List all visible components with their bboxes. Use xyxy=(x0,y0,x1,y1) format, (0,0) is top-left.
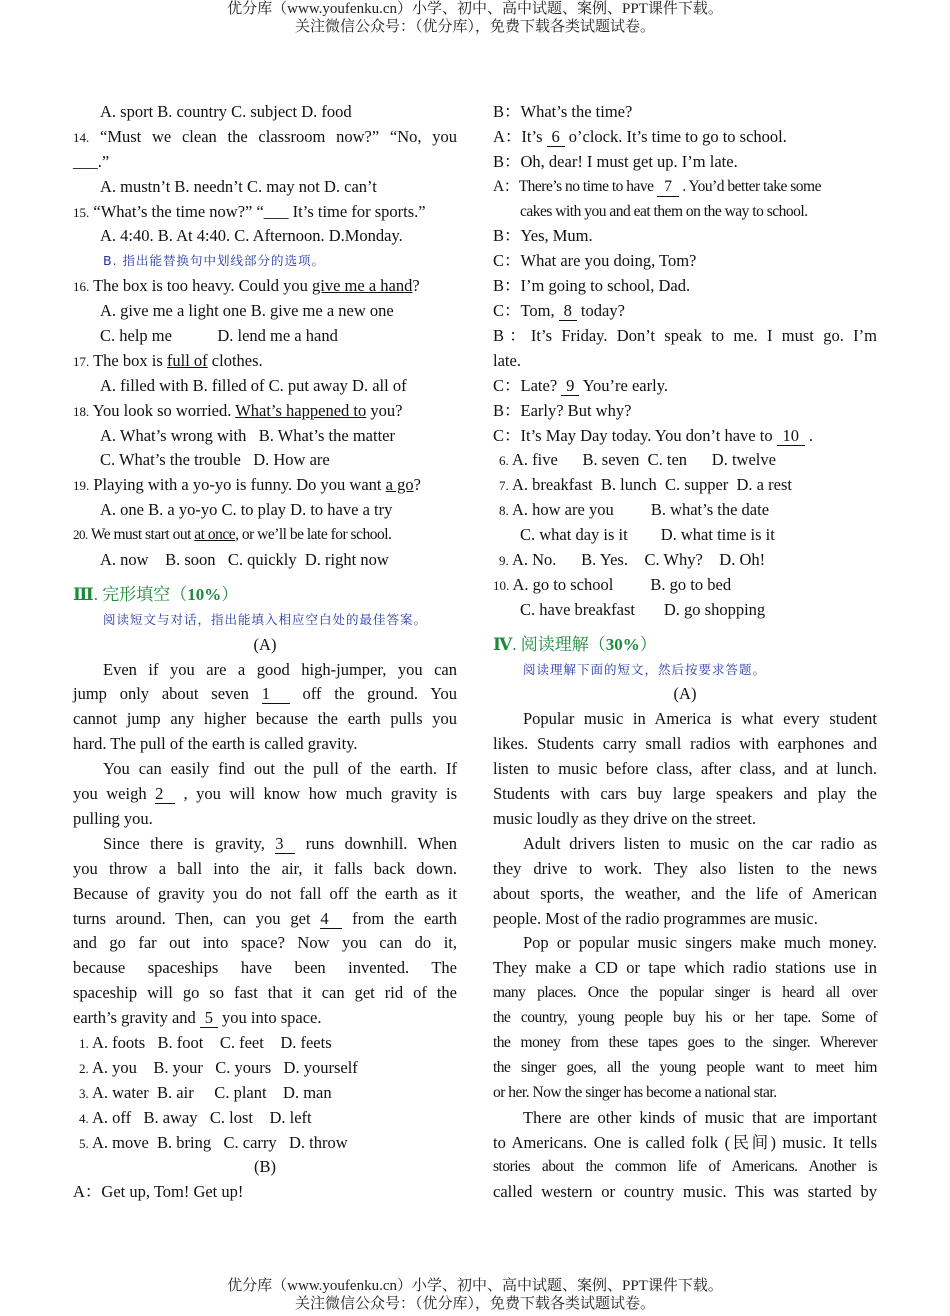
option-text: A. go to school B. go to bed xyxy=(512,574,732,594)
dialogue-line xyxy=(493,299,877,324)
text: off the ground. You xyxy=(289,684,458,704)
passage-line: Because of gravity you do not fall off the earth as it xyxy=(73,883,457,903)
blank-7: 7 xyxy=(657,178,679,197)
passage-line: pulling you. xyxy=(73,808,153,828)
option-text: A. how are you B. what’s the date xyxy=(511,500,770,520)
passage-line: or her. Now the singer has become a national star. xyxy=(493,1083,777,1101)
page-header xyxy=(0,0,950,36)
footer-line-1: 优分库（www.youfenku.cn）小学、初中、高中试题、案例、PPT课件下载。 xyxy=(227,1278,723,1294)
q13-options: A. sport B. country C. subject D. food xyxy=(100,102,352,121)
dialogue-line: B：I’m going to school, Dad. xyxy=(493,276,691,296)
text: Since there is gravity, xyxy=(103,833,276,853)
q20-end: , or we’ll be late for school. xyxy=(235,526,392,544)
passage-line xyxy=(73,832,457,857)
part-b-instruction: B. 指出能替换句中划线部分的选项。 xyxy=(103,253,326,269)
cloze-a-option-5 xyxy=(73,1131,457,1156)
text: jump only about seven xyxy=(73,684,262,704)
q19-end: ? xyxy=(413,475,421,495)
q17-options: A. filled with B. filled of C. put away D. all of xyxy=(100,375,407,395)
blank-3: 3 xyxy=(275,835,295,854)
section-3-numeral: Ⅲ xyxy=(73,584,94,604)
q18-underlined: What’s happened to xyxy=(235,400,367,420)
right-column xyxy=(493,100,877,1205)
passage-line: the money from these tapes goes to the singer. Wherever xyxy=(493,1033,877,1051)
q15-text: “What’s the time now?” “___ It’s time for sports.” xyxy=(93,201,426,221)
passage-a-label: (A) xyxy=(253,634,277,654)
reading-passage-a-label: (A) xyxy=(673,684,697,704)
blank-8: 8 xyxy=(559,302,577,321)
dialogue-line xyxy=(493,374,877,399)
q16-underlined: give me a hand xyxy=(312,276,413,296)
text: earth’s gravity and xyxy=(73,1008,200,1028)
option-text: A. No. B. Yes. C. Why? D. Oh! xyxy=(511,550,766,570)
passage-line: the country, young people buy his or her tape. Some of xyxy=(493,1009,877,1027)
q14-text: “Must we clean the classroom now?” “No, you xyxy=(100,126,458,146)
option-number: 2. xyxy=(79,1060,89,1076)
passage-line: likes. Students carry small radios with earphones and xyxy=(493,734,877,754)
cloze-b-option-10-cont: C. have breakfast D. go shopping xyxy=(520,599,766,619)
q20-number: 20. xyxy=(73,527,88,543)
q14-line xyxy=(73,125,457,150)
dialogue-line: B：Yes, Mum. xyxy=(493,226,593,246)
blank-4: 4 xyxy=(320,910,342,929)
q19-options: A. one B. a yo-yo C. to play D. to have a try xyxy=(100,500,393,520)
q18-text: You look so worried. xyxy=(92,400,236,420)
section-3-heading xyxy=(73,583,457,608)
cloze-a-option-4 xyxy=(73,1106,457,1131)
text: A：There’s no time to have xyxy=(493,177,657,195)
text: runs downhill. When xyxy=(295,833,457,853)
text: You’re early. xyxy=(579,375,669,395)
passage-line: about sports, the weather, and the life of American xyxy=(493,883,877,903)
section-3-percent: 10% xyxy=(187,584,222,604)
q17-end: clothes. xyxy=(207,350,263,370)
q19-line xyxy=(73,473,457,498)
option-number: 8. xyxy=(499,503,509,519)
q16-number: 16. xyxy=(73,279,90,295)
cloze-b-option-8 xyxy=(493,498,877,523)
passage-line: hard. The pull of the earth is called gravity. xyxy=(73,734,358,754)
q16-options-1: A. give me a light one B. give me a new one xyxy=(100,301,394,321)
passage-line xyxy=(73,682,457,707)
q19-underlined: a go xyxy=(385,475,414,495)
section-4-heading xyxy=(493,633,877,658)
text: C：Late? xyxy=(493,375,562,395)
option-text: A. foots B. foot C. feet D. feets xyxy=(91,1032,332,1052)
blank-1: 1 xyxy=(262,685,290,704)
passage-line: they drive to work. They also listen to the news xyxy=(493,858,877,878)
text: , you will know how much gravity is xyxy=(175,784,457,804)
passage-line: people. Most of the radio programmes are music. xyxy=(493,908,818,928)
section-4-title: 阅读理解（ xyxy=(520,634,606,654)
dialogue-line xyxy=(493,424,877,449)
text: C：Tom, xyxy=(493,301,559,321)
section-4-instruction: 阅读理解下面的短文，然后按要求答题。 xyxy=(523,661,767,677)
dialogue-line: late. xyxy=(493,350,521,370)
option-number: 5. xyxy=(79,1135,89,1151)
passage-line: many places. Once the popular singer is heard all over xyxy=(493,984,877,1002)
q20-underlined: at once xyxy=(194,526,236,544)
reading-passage-a xyxy=(493,707,877,1205)
cloze-a-option-2 xyxy=(73,1056,457,1081)
section-3-title: 完形填空（ xyxy=(102,584,188,604)
passage-line: cannot jump any higher because the earth pulls you xyxy=(73,709,457,729)
option-text: A. you B. your C. yours D. yourself xyxy=(91,1057,358,1077)
option-text: A. five B. seven C. ten D. twelve xyxy=(511,450,776,470)
text: you weigh xyxy=(73,784,156,804)
passage-line: stories about the common life of Americans. Another is xyxy=(493,1158,877,1176)
q16-text: The box is too heavy. Could you xyxy=(93,276,312,296)
passage-line: Pop or popular music singers make much money. xyxy=(523,933,877,953)
passage-line: music loudly as they drive on the street. xyxy=(493,808,757,828)
q14-options: A. mustn’t B. needn’t C. may not D. can’t xyxy=(100,176,377,196)
q18-end: you? xyxy=(366,400,403,420)
passage-line: Students with cars buy large speakers and play the xyxy=(493,784,877,804)
header-line-2: 关注微信公众号：（优分库），免费下载各类试题试卷。 xyxy=(294,19,655,35)
option-text: A. water B. air C. plant D. man xyxy=(91,1082,332,1102)
q17-text: The box is xyxy=(93,350,167,370)
dialogue-line: B：Oh, dear! I must get up. I’m late. xyxy=(493,151,738,171)
option-number: 3. xyxy=(79,1085,89,1101)
passage-line: and go far out into space? Now you can do it, xyxy=(73,933,457,953)
cloze-passage-a xyxy=(73,658,457,1031)
passage-line: Popular music in America is what every student xyxy=(523,709,877,729)
text: today? xyxy=(576,301,625,321)
option-number: 6. xyxy=(499,453,509,469)
option-number: 4. xyxy=(79,1110,89,1126)
dialogue-line: B：What’s the time? xyxy=(493,102,633,121)
q15-number: 15. xyxy=(73,204,90,220)
text: from the earth xyxy=(342,908,457,928)
q16-end: ? xyxy=(412,276,420,296)
q20-text: We must start out xyxy=(90,526,195,544)
q17-number: 17. xyxy=(73,353,90,369)
option-number: 7. xyxy=(499,478,509,494)
text: you into space. xyxy=(217,1008,322,1028)
passage-line xyxy=(73,1006,457,1031)
q17-underlined: full of xyxy=(166,350,208,370)
section-4-percent: 30% xyxy=(605,634,640,654)
option-text: A. move B. bring C. carry D. throw xyxy=(91,1132,348,1152)
option-text: A. breakfast B. lunch C. supper D. a rest xyxy=(511,475,792,495)
section-3-instruction: 阅读短文与对话，指出能填入相应空白处的最佳答案。 xyxy=(103,611,428,627)
option-text: A. off B. away C. lost D. left xyxy=(91,1107,312,1127)
cloze-b-option-8-cont: C. what day is it D. what time is it xyxy=(520,525,775,545)
passage-line: Adult drivers listen to music on the car radio as xyxy=(523,833,877,853)
passage-line: the singer goes, all the young people want to meet him xyxy=(493,1058,877,1076)
section-4-numeral: Ⅳ xyxy=(493,634,513,654)
q18-options-2: C. What’s the trouble D. How are xyxy=(100,450,330,470)
dialogue-line-1: A：Get up, Tom! Get up! xyxy=(73,1182,244,1202)
passage-line: listen to music before class, after class, and at lunch. xyxy=(493,759,877,779)
q19-text: Playing with a yo-yo is funny. Do you want xyxy=(93,475,386,495)
header-line-1: 优分库（www.youfenku.cn）小学、初中、高中试题、案例、PPT课件下载。 xyxy=(227,1,723,17)
dialogue-line xyxy=(493,125,877,150)
section-3-close: ） xyxy=(221,584,239,604)
text: o’clock. It’s time to go to school. xyxy=(564,126,787,146)
passage-line: They make a CD or tape which radio stations use in xyxy=(493,958,877,978)
passage-line xyxy=(73,782,457,807)
q14-continuation: ___.” xyxy=(73,151,110,171)
passage-line: called western or country music. This was started by xyxy=(493,1182,877,1202)
q18-options-1: A. What’s wrong with B. What’s the matter xyxy=(100,425,395,445)
cloze-b-option-9 xyxy=(493,548,877,573)
q20-line xyxy=(73,523,457,548)
option-number: 9. xyxy=(499,553,509,569)
q14-number: 14. xyxy=(73,129,90,145)
section-4-close: ） xyxy=(639,634,657,654)
q15-line xyxy=(73,200,457,225)
passage-line xyxy=(73,907,457,932)
section-4-dot: . xyxy=(512,634,521,654)
passage-line: you throw a ball into the air, it falls back down. xyxy=(73,858,457,878)
dialogue-line: B：It’s Friday. Don’t speak to me. I must go. I’m xyxy=(493,326,877,346)
dialogue-line: cakes with you and eat them on the way to school. xyxy=(520,202,808,220)
blank-6: 6 xyxy=(547,128,565,147)
blank-5: 5 xyxy=(200,1009,218,1028)
option-number: 1. xyxy=(79,1035,89,1051)
option-number: 10. xyxy=(493,577,510,593)
text: A：It’s xyxy=(493,126,547,146)
text: . xyxy=(804,425,813,445)
passage-line: to Americans. One is called folk (民间) music. It tells xyxy=(493,1132,877,1152)
q16-line xyxy=(73,274,457,299)
passage-b-label: (B) xyxy=(254,1157,276,1177)
passage-line: You can easily find out the pull of the earth. If xyxy=(103,759,457,779)
page-footer xyxy=(0,1277,950,1313)
cloze-a-option-3 xyxy=(73,1081,457,1106)
passage-line: spaceship will go so fast that it can get rid of the xyxy=(73,983,457,1003)
text: turns around. Then, can you get xyxy=(73,908,321,928)
text: C：It’s May Day today. You don’t have to xyxy=(493,425,777,445)
q19-number: 19. xyxy=(73,478,90,494)
left-column xyxy=(73,100,457,1205)
passage-line: Even if you are a good high-jumper, you can xyxy=(103,659,457,679)
dialogue-line: C：What are you doing, Tom? xyxy=(493,251,697,271)
section-3-dot: . xyxy=(93,584,103,604)
blank-10: 10 xyxy=(777,427,805,446)
q16-options-2: C. help me D. lend me a hand xyxy=(100,326,338,346)
q17-line xyxy=(73,349,457,374)
passage-line: There are other kinds of music that are important xyxy=(523,1107,877,1127)
blank-2: 2 xyxy=(155,785,175,804)
cloze-b-option-7 xyxy=(493,473,877,498)
blank-9: 9 xyxy=(561,377,579,396)
dialogue-line xyxy=(493,175,877,200)
passage-line: because spaceships have been invented. The xyxy=(73,958,457,978)
text: . You’d better take some xyxy=(678,177,821,195)
cloze-b-option-6 xyxy=(493,448,877,473)
q20-options: A. now B. soon C. quickly D. right now xyxy=(100,550,389,570)
q18-number: 18. xyxy=(73,403,90,419)
dialogue-line: B：Early? But why? xyxy=(493,400,632,420)
q15-options: A. 4:40. B. At 4:40. C. Afternoon. D.Monday. xyxy=(100,226,403,246)
cloze-b-option-10 xyxy=(493,573,877,598)
q18-line xyxy=(73,399,457,424)
cloze-a-option-1 xyxy=(73,1031,457,1056)
footer-line-2: 关注微信公众号：（优分库），免费下载各类试题试卷。 xyxy=(294,1296,655,1312)
